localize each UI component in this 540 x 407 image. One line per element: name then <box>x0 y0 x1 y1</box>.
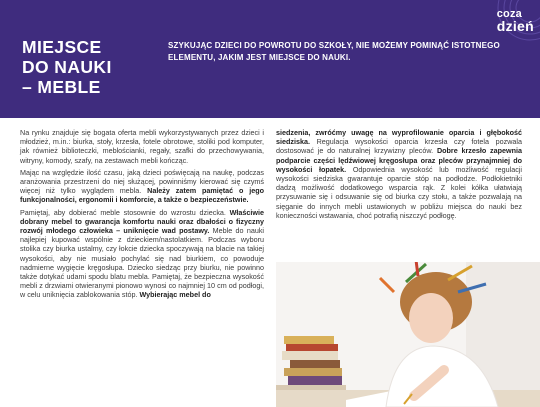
paragraph-text: Mając na względzie ilość czasu, jaką dzieci poświęcają na naukę, podczas aranżowania przestrzeni do niej służącej, powinniśmy kierować się czymś więcej niż tylko wyglądem mebla. <box>20 167 264 196</box>
paragraph-text: Odpowiednia wysokość lub możliwość regulacji wysokości siedziska gwarantuje oparcie stóp na podłodze. Podłokietniki dadzą możliwość dodatkowego wsparcia rąk. Z kolei kółka ułatwiają przysuwanie się i odsuwanie się od biurka czy stołu, a także pozwalają na sięganie do innych mebli ustawionych w pobliżu miejsca do nauki bez konieczności wstawania, choć potrafią niszczyć podłogę. <box>276 164 523 220</box>
paragraph-emphasis: Należy zatem pamiętać o jego funkcjonalności, ergonomii i komforcie, a także o bezpieczeństwie. <box>20 186 264 205</box>
title-line: DO NAUKI <box>22 57 112 77</box>
child-studying-illustration <box>276 262 540 407</box>
article-column-right <box>276 128 522 223</box>
title-line: MIEJSCE <box>22 37 102 57</box>
paragraph <box>276 128 522 220</box>
lead-text: SZYKUJĄC DZIECI DO POWROTU DO SZKOŁY, NIE MOŻEMY POMINĄĆ ISTOTNEGO ELEMENTU, JAKIM JEST MIEJSCE DO NAUKI. <box>168 41 500 62</box>
paragraph-emphasis: Właściwie dobrany mebel to gwarancja komfortu nauki oraz dbałości o fizyczny rozwój młodego człowieka – uniknięcie wad postawy. <box>20 207 264 236</box>
title-line: – MEBLE <box>22 77 101 97</box>
paragraph-emphasis: Dobre krzesło zapewnia podparcie części lędźwiowej kręgosłupa oraz pleców przynajmniej do wysokości łopatek. <box>276 146 522 174</box>
paragraph-emphasis: Wybierając mebel do <box>139 290 211 300</box>
paragraph: Na rynku znajduje się bogata oferta mebli wykorzystywanych przez dzieci i młodzież, m.in.: biurka, stoły, krzesła, fotele obrotowe, stoliki pod komputer, jak również biblioteczki, meblościanki, regały, szafki do przechowywania, witryny, komody, szafy, na zestawach mebli kończąc. <box>20 128 264 165</box>
page-title <box>22 37 172 97</box>
article-column-left <box>20 128 264 303</box>
brand-logo-line1: coza <box>496 8 522 20</box>
header-banner <box>0 0 540 118</box>
paragraph <box>20 208 264 300</box>
paragraph-text: Meble do nauki najlepiej kupować wspólnie z dzieckiem/nastolatkiem. Podczas wyboru stolika czy biurka ustalmy, czy łokcie dziecka spoczywają na blacie na takiej wysokości, aby nie musiało pochylać się nad biurkiem, co powoduje nadmierne wygięcie kręgosłupa. Dziecko siedząc przy biurku, nie powinno także dotykać udami spodu blatu mebla. Pamiętaj, że bezpieczna wysokość mebli z drzwiami otwieranymi pionowo wynosi co najmniej 10 cm od podłogi, w celu uniknięcia zablokowania stóp. <box>20 226 265 300</box>
paragraph-text: Pamiętaj, aby dobierać meble stosownie do wzrostu dziecka. <box>20 207 230 217</box>
paragraph-text: Regulacja wysokości oparcia krzesła czy fotela pozwala dostosować je do naturalnej krzywizny pleców. <box>276 137 522 156</box>
paragraph-emphasis: siedzenia, zwróćmy uwagę na wyprofilowanie oparcia i głębokość siedziska. <box>276 128 522 147</box>
child-studying-photo <box>276 262 540 407</box>
brand-logo <box>497 8 534 32</box>
paragraph <box>20 168 264 205</box>
brand-logo-line2: dzień <box>496 18 534 34</box>
